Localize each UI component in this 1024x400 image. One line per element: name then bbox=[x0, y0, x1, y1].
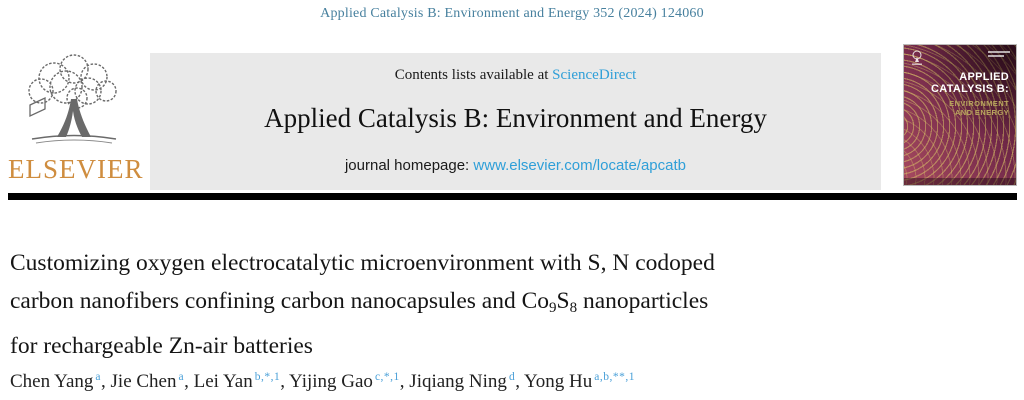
author-name: Yijing Gao bbox=[289, 371, 373, 392]
homepage-line bbox=[150, 157, 881, 174]
author-affiliation-link[interactable]: a,b,**,1 bbox=[594, 371, 636, 383]
subscript-9: 9 bbox=[549, 300, 557, 316]
elsevier-logo bbox=[8, 50, 148, 185]
journal-header-box bbox=[150, 53, 881, 190]
author-name: Jiqiang Ning bbox=[409, 371, 507, 392]
author-name: Lei Yan bbox=[193, 371, 253, 392]
article-title bbox=[10, 244, 715, 365]
author-name: Yong Hu bbox=[523, 371, 593, 392]
author-separator: , bbox=[184, 371, 194, 392]
cover-journal-title: APPLIED CATALYSIS B: bbox=[931, 71, 1009, 95]
journal-citation: Applied Catalysis B: Environment and Energy 352 (2024) 124060 bbox=[320, 6, 704, 21]
author-affiliation-link[interactable]: c,*,1 bbox=[374, 371, 400, 383]
cover-elsevier-mark-icon bbox=[910, 50, 924, 71]
author-affiliation-link[interactable]: a bbox=[95, 371, 102, 383]
header-divider bbox=[8, 193, 1017, 200]
author-list bbox=[10, 371, 635, 393]
author-affiliation-link[interactable]: d bbox=[508, 371, 516, 383]
contents-line bbox=[150, 67, 881, 84]
author-name: Jie Chen bbox=[110, 371, 177, 392]
elsevier-tree-icon bbox=[14, 50, 134, 152]
elsevier-wordmark: ELSEVIER bbox=[8, 154, 144, 184]
cover-issn-placeholder bbox=[988, 51, 1010, 59]
author-separator: , bbox=[280, 371, 290, 392]
journal-title: Applied Catalysis B: Environment and Energy bbox=[264, 103, 767, 133]
contents-text: Contents lists available at bbox=[394, 67, 553, 83]
author-name: Chen Yang bbox=[10, 371, 94, 392]
homepage-label: journal homepage: bbox=[344, 157, 474, 174]
sciencedirect-link[interactable]: ScienceDirect bbox=[552, 67, 637, 83]
cover-text bbox=[931, 71, 1009, 117]
cover-bottom-strip bbox=[904, 178, 1016, 185]
journal-homepage-link[interactable]: www.elsevier.com/locate/apcatb bbox=[473, 157, 687, 174]
author-separator: , bbox=[515, 371, 524, 392]
author-affiliation-link[interactable]: b,*,1 bbox=[254, 371, 281, 383]
subscript-8: 8 bbox=[569, 300, 578, 316]
title-line-2: carbon nanofibers confining carbon nanocapsules and $Co_9S_8$ nanoparticles bbox=[10, 288, 709, 316]
author-affiliation-link[interactable]: a bbox=[178, 371, 185, 383]
journal-cover-thumbnail[interactable] bbox=[903, 44, 1017, 186]
title-line-3: for rechargeable Zn-air batteries bbox=[10, 333, 313, 359]
title-line-1: Customizing oxygen electrocatalytic microenvironment with S, N codoped bbox=[10, 250, 715, 276]
cover-journal-subtitle: ENVIRONMENT AND ENERGY bbox=[949, 99, 1009, 117]
author-separator: , bbox=[101, 371, 111, 392]
author-separator: , bbox=[399, 371, 410, 392]
